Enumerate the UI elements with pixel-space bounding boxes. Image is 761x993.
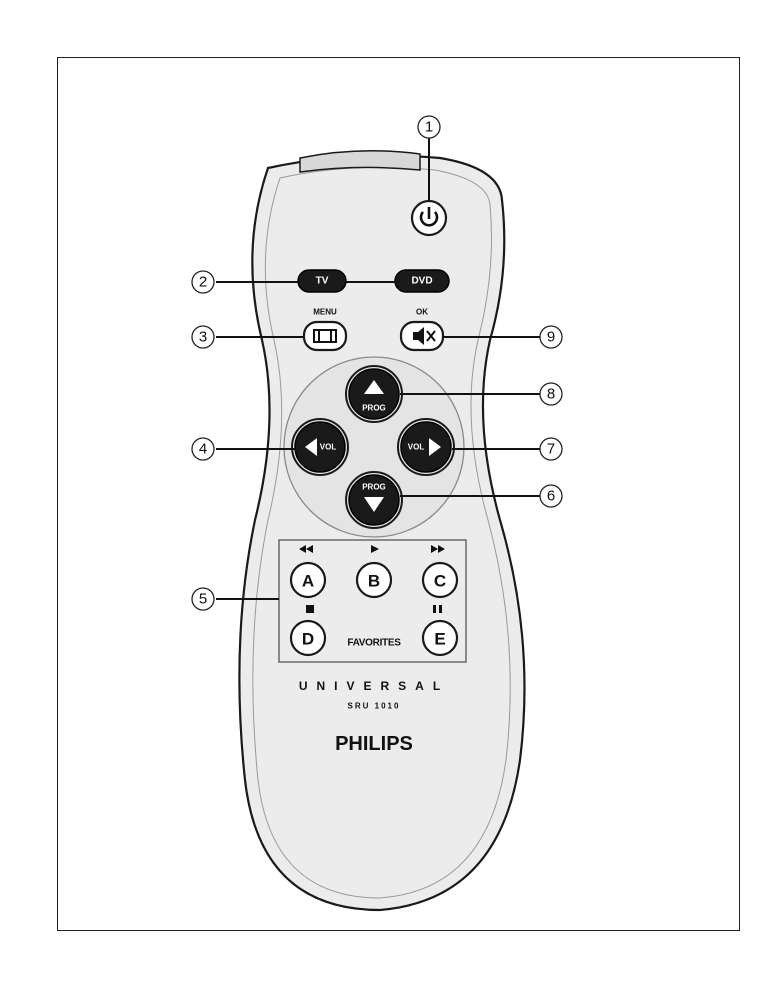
favorite-a-button[interactable] xyxy=(291,563,325,597)
prog-up-button[interactable] xyxy=(346,366,402,422)
fav-d-label: D xyxy=(301,629,315,649)
callout-3-number: 3 xyxy=(198,328,208,346)
prog-down-button[interactable] xyxy=(346,472,402,528)
fav-a-label: A xyxy=(301,571,315,591)
model-text: SRU 1010 xyxy=(347,701,401,711)
vol-up-button[interactable] xyxy=(398,419,454,475)
callout-4-number: 4 xyxy=(198,440,208,458)
favorite-c-button[interactable] xyxy=(423,563,457,597)
stop-icon xyxy=(306,605,314,613)
callout-1-number: 1 xyxy=(424,118,434,136)
ok-mute-button[interactable] xyxy=(401,322,443,350)
callout-5 xyxy=(192,588,214,610)
favorite-b-button[interactable] xyxy=(357,563,391,597)
callout-4 xyxy=(192,438,214,460)
vol-down-button[interactable] xyxy=(292,419,348,475)
vol-down-label: VOL xyxy=(319,442,337,452)
callout-6 xyxy=(540,485,562,507)
universal-text: UNIVERSAL xyxy=(298,679,450,693)
prog-down-label: PROG xyxy=(362,482,386,492)
callout-8 xyxy=(540,383,562,405)
menu-button[interactable] xyxy=(304,322,346,350)
fav-b-label: B xyxy=(367,571,381,591)
fav-e-label: E xyxy=(434,629,446,649)
ok-label: OK xyxy=(416,307,428,317)
dvd-label: DVD xyxy=(411,275,433,287)
callout-9-number: 9 xyxy=(546,328,556,346)
power-button[interactable] xyxy=(412,201,446,235)
prog-up-label: PROG xyxy=(362,403,386,413)
callout-2 xyxy=(192,271,214,293)
dvd-button[interactable] xyxy=(395,270,449,292)
philips-logo: PHILIPS xyxy=(335,733,413,755)
favorite-d-button[interactable] xyxy=(291,621,325,655)
tv-label: TV xyxy=(315,275,329,287)
favorite-e-button[interactable] xyxy=(423,621,457,655)
callout-3 xyxy=(192,326,214,348)
menu-label: MENU xyxy=(313,307,337,317)
favorites-label: FAVORITES xyxy=(347,637,401,649)
callout-6-number: 6 xyxy=(546,487,556,505)
fav-c-label: C xyxy=(433,571,447,591)
callout-9 xyxy=(540,326,562,348)
callout-2-number: 2 xyxy=(198,273,208,291)
callout-8-number: 8 xyxy=(546,385,556,403)
tv-button[interactable] xyxy=(298,270,346,292)
callout-1 xyxy=(418,116,440,138)
callout-5-number: 5 xyxy=(198,590,208,608)
callout-7 xyxy=(540,438,562,460)
callout-7-number: 7 xyxy=(546,440,556,458)
vol-up-label: VOL xyxy=(407,442,425,452)
